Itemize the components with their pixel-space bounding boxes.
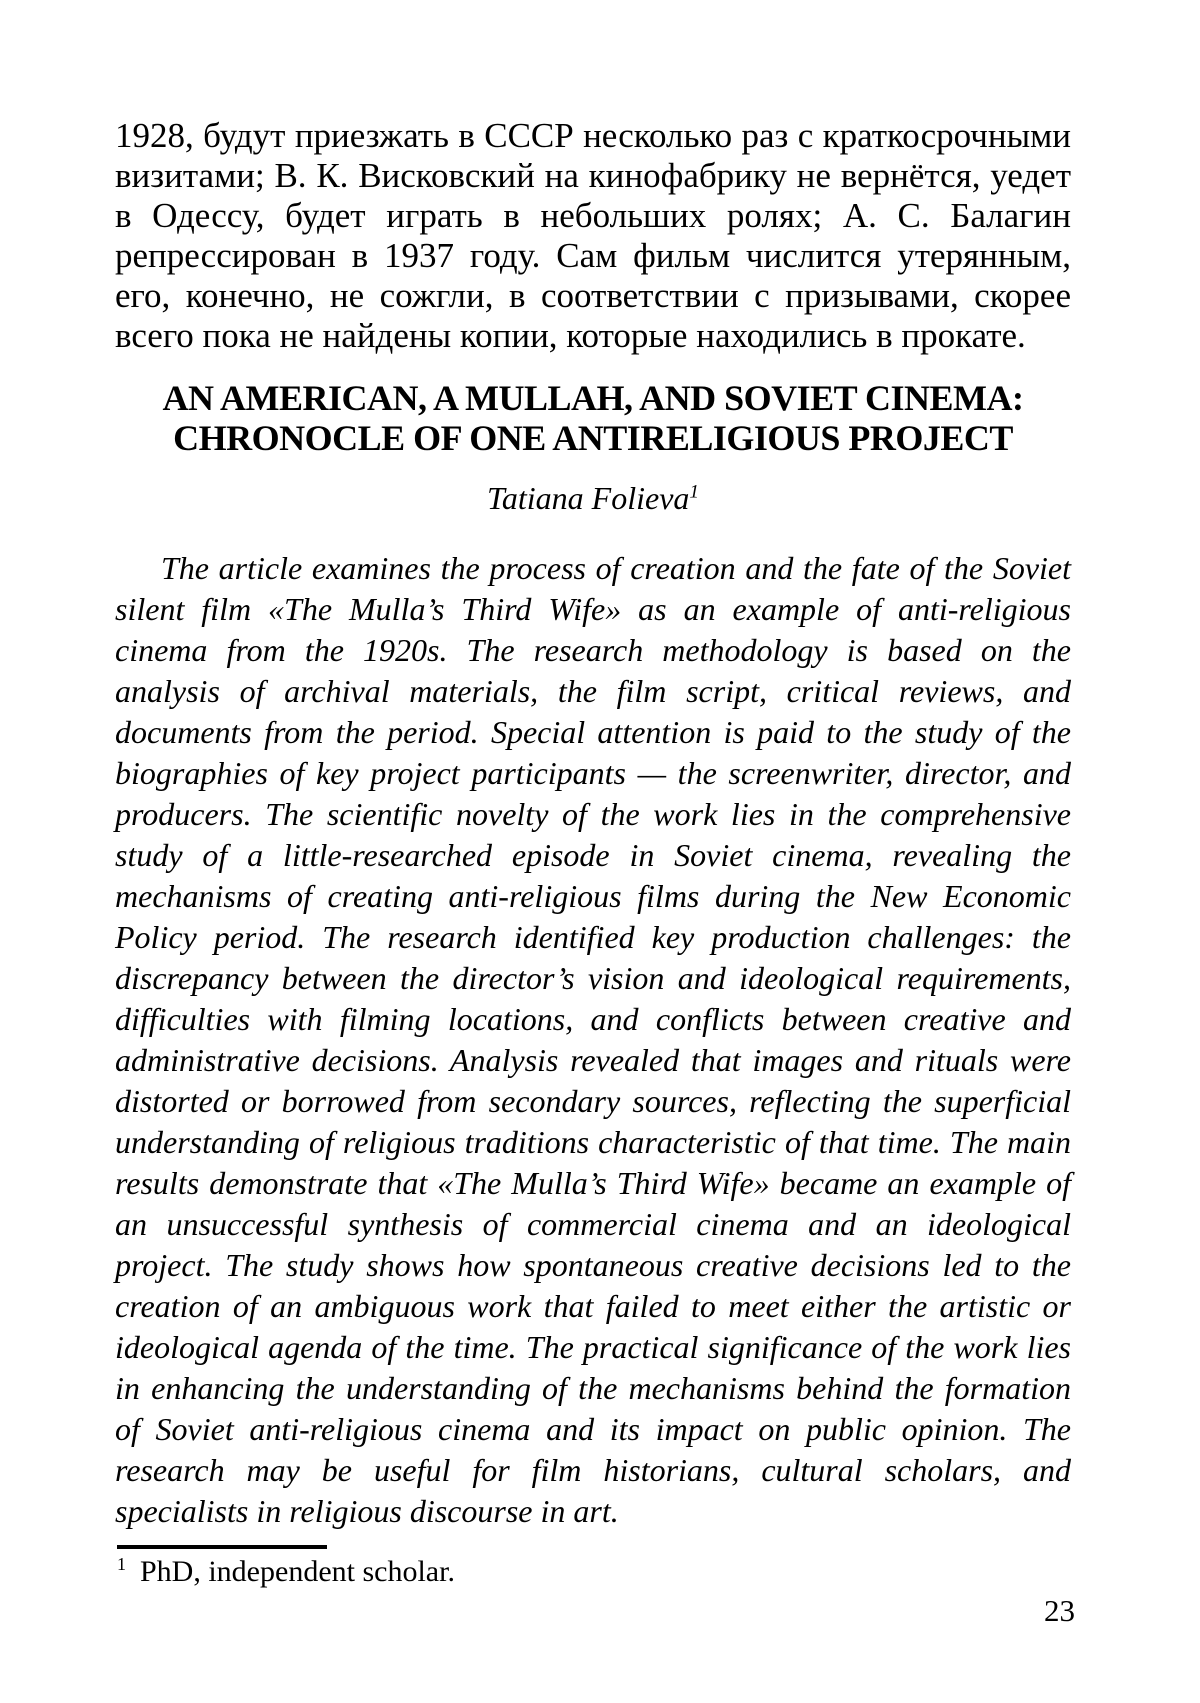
author-line [115,478,1071,519]
footnote-separator-rule [117,1545,327,1549]
article-title [100,378,1086,458]
page-number: 23 [1044,1593,1075,1628]
article-title-line1: AN AMERICAN, A MULLAH, AND SOVIET CINEMA: [162,378,1024,418]
footnote-text: PhD, independent scholar. [140,1555,455,1588]
russian-paragraph: 1928, будут приезжать в СССР несколько раз с краткосрочными визитами; В. К. Висковский на кинофабрику не вернётся, уедет в Одессу, будет играть в небольших ролях; А. С. Балагин репрессирован в 1937 году. Сам фильм числится утерянным, его, конечно, не сожгли, в соответствии с призывами, скорее всего пока не найдены копии, которые находились в прокате. [115,116,1071,355]
footnote-mark: 1 [117,1554,126,1574]
footnote [117,1553,1073,1591]
article-title-line2: CHRONOCLE OF ONE ANTIRELIGIOUS PROJECT [173,418,1013,458]
author-name: Tatiana Folieva [487,480,690,516]
abstract-paragraph: The article examines the process of creation and the fate of the Soviet silent film «The Mulla’s Third Wife» as an example of anti-religious cinema from the 1920s. The research methodology is based on the analysis of archival materials, the film script, critical reviews, and documents from the period. Special attention is paid to the study of the biographies of key project participants — the screenwriter, director, and producers. The scientific novelty of the work lies in the comprehensive study of a little-researched episode in Soviet cinema, revealing the mechanisms of creating anti-religious films during the New Economic Policy period. The research identified key production challenges: the discrepancy between the director’s vision and ideological requirements, difficulties with filming locations, and conflicts between creative and administrative decisions. Analysis revealed that images and rituals were distorted or borrowed from secondary sources, reflecting the superficial understanding of religious traditions characteristic of that time. The main results demonstrate that «The Mulla’s Third Wife» became an example of an unsuccessful synthesis of commercial cinema and an ideological project. The study shows how spontaneous creative decisions led to the creation of an ambiguous work that failed to meet either the artistic or ideological agenda of the time. The practical significance of the work lies in enhancing the understanding of the mechanisms behind the formation of Soviet anti-religious cinema and its impact on public opinion. The research may be useful for film historians, cultural scholars, and specialists in religious discourse in art. [115,550,1071,1529]
author-footnote-mark: 1 [689,481,699,503]
